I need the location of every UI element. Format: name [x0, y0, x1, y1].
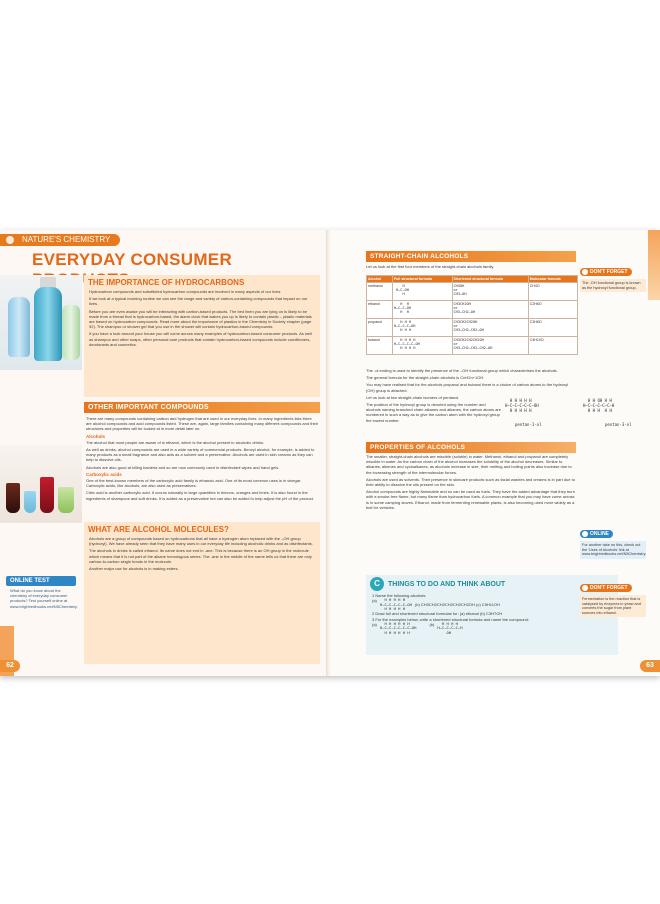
online-icon: [582, 531, 588, 537]
online-text[interactable]: For another take on this, check out the 'Uses of Alcohols' link at www.brightredbooks.net/N5Chemistry.: [580, 541, 646, 559]
paragraph: Before you are even awake you will be interacting with carbon-based products. The bed linen you are lying on is likely to be made from a thread that is hydrocarbon-based, the alarm clock that wakes you up is likely to contain plastic – plastic materials are based on hydrocarbon compounds. Read more about the importance of plastics in the Chemistry in Society chapter (page 92). The shampoo or shower gel that you use in the shower will contain hydrocarbon-based compounds.: [89, 308, 312, 330]
dont-forget-text: The -OH functional group is known as the hydroxyl functional group.: [580, 279, 646, 292]
paragraph: You may have realised that for the alcohols propanol and butanol there is a choice of carbon atoms to the hydroxyl (OH) group is attached.: [366, 382, 569, 393]
other-compounds-heading: OTHER IMPORTANT COMPOUNDS: [84, 402, 320, 413]
alcohol-molecules-box: [84, 522, 320, 664]
paragraph: The alcohols in drinks is called ethanol. Its name does not end in -ane. This is because there is an OH group in the molecule which means that it is not part of the alkane homologous series. The -ane in the middle of the name tells us that there are only carbon-to-carbon single bonds in the molecule.: [89, 548, 312, 564]
pentanol-diagrams: [505, 398, 655, 436]
table-header-row: [367, 276, 578, 283]
question-1bc: (b) CH3CH2CH2CH2CH2CH2OH (c) C5H11OH: [414, 602, 500, 608]
importance-heading: THE IMPORTANCE OF HYDROCARBONS: [88, 278, 245, 287]
table-header: Alcohol: [367, 276, 393, 283]
online-test-label: ONLINE TEST: [6, 576, 76, 586]
alcohol-molecules-heading: WHAT ARE ALCOHOL MOLECULES?: [88, 525, 229, 534]
table-row: [367, 283, 578, 301]
paragraph: The position of the hydroxyl group is denoted using the number and alcohols naming branched chain alkanes and alkanes, the carbon atoms are numbered in such a way as to give the carbon atom with the hydroxyl group the lowest number.: [366, 402, 501, 423]
pentan-1-ol-diagram: H H H H H H–C–C–C–C–C–OH H H H H H: [505, 398, 539, 413]
alcohol-name: butanol: [367, 337, 393, 355]
activity-icon: C: [370, 577, 384, 591]
paragraph: Alcohols are used as solvents. Their presence in skincare products such as facial washes and creams is in part due to their ability to dissolve the oils present on the skin.: [366, 476, 575, 488]
molecular-formula: C3H8O: [528, 319, 577, 337]
question-1: 1 Name the following alcohols:: [372, 593, 427, 598]
alcohols-table: [366, 275, 578, 355]
chapter-dot-icon: [6, 236, 14, 244]
table-row: [367, 301, 578, 319]
chapter-tab: [0, 234, 120, 246]
dont-forget-label: DON'T FORGET: [580, 268, 632, 276]
short-formula: CH3CH2CH2CH2OH or CH3–CH2–CH2–CH2–OH: [452, 337, 528, 355]
dont-forget-text: Fermentation is the reaction that is catalysed by enzymes in yeast and converts the sugar from plant sources into ethanol.: [580, 595, 646, 617]
pentan-1-ol-label: pentan-1-ol: [515, 422, 542, 427]
question-3b-label: (b): [429, 621, 435, 627]
question-1a-label: (a): [372, 598, 377, 604]
molecular-formula: C4H10O: [528, 337, 577, 355]
bottle-shape: [62, 305, 80, 360]
properties-header: [366, 442, 576, 453]
importance-box: [84, 275, 320, 397]
page-corner-decor: [648, 230, 660, 300]
dont-forget-label: DON'T FORGET: [580, 584, 632, 592]
paragraph: As well as drinks, alcohol compounds are used in a wide variety of commercial products. Benzyl alcohol, for example, is added to many products as a small fragrance and also acts as a solvent and a preservative. Alcohols are used in skin creams as they can help to dissolve oils.: [86, 447, 315, 463]
paragraph: Alcohol compounds are highly flammable and so can be used as fuels. They have the added advantage that they burn with a smoke-free flame, but many flame than hydrocarbon fuels. A common example that you may have come across is in some camping stoves. Ethanol, made from fermenting renewable plants, is also becoming used more widely as a fuel for vehicles.: [366, 489, 575, 510]
importance-text: [84, 289, 320, 347]
online-test-card: [6, 576, 76, 638]
question-3: 3 For the examples below, write a shortened structural formula and name the compound:: [372, 616, 529, 622]
paragraph: Let us look at two straight-chain isomers of pentanol.: [366, 394, 460, 400]
alcohols-subheading: Alcohols: [86, 433, 106, 439]
right-page: [330, 230, 660, 676]
left-page: [0, 230, 328, 676]
table-header: Shortened structural formula: [452, 276, 528, 283]
other-compounds-text: [86, 416, 318, 503]
short-formula: CH3CH2OH or CH3–CH2–OH: [452, 301, 528, 319]
table-header: Molecular formula: [528, 276, 577, 283]
glass-shape: [58, 487, 74, 513]
question-3b-formula: H H H H H–C–C–C–C–H OH: [437, 620, 463, 635]
table-row: [367, 319, 578, 337]
online-test-text[interactable]: What do you know about the chemistry of everyday consumer products? Test yourself online at www.brightredbooks.net/N5Chemistry.: [10, 588, 78, 609]
paragraph: The alcohol that most people are aware of is ethanol, which is the alcohol present in alcoholic drinks.: [86, 439, 265, 445]
paragraph: The general formula for the straight-chain alcohols is CnH2n+1OH.: [366, 375, 485, 381]
question-1a-formula: H H H H H H–C–C–C–C–C–OH H H H H H: [379, 597, 412, 612]
online-label: ONLINE: [580, 530, 613, 538]
molecular-formula: C2H6O: [528, 301, 577, 319]
short-formula: CH3OH or CH3–OH: [452, 283, 528, 301]
full-formula: H H H–C–C–OH H H: [392, 301, 452, 319]
full-formula: H H H H H–C–C–C–C–OH H H H H: [392, 337, 452, 355]
paragraph: Alcohols are also good at killing bacteria and so are now commonly used in disinfectant wipes and hand gels.: [86, 464, 280, 470]
dont-forget-icon: [582, 585, 588, 591]
paragraph: The smaller, straight-chain alcohols are miscible (soluble) in water. Methanol, ethanol and propanol are completely miscible in water. As the carbon chain of the alcohol increases the solubility of the alcohol decreases. Similar to alkanes, alkenes and cycloalkanes, as alcohols increase in size, their melting and boiling points also increase due to the increasing strength of the intermolecular forces.: [366, 454, 572, 475]
glass-shape: [24, 491, 36, 513]
straight-chain-intro: Let us look at the first four members of the straight-chain alcohols family.: [366, 264, 495, 269]
question-2: 2 Draw full and shortened structural formulae for: (a) ethanol (b) C3H7OH: [372, 611, 503, 617]
paragraph: If you have a look around your house you will come across many examples of hydrocarbon-based consumer products. As well as shampoo and other soaps, other personal care products that contain hydrocarbon-based compounds include conditioners, deodorants and cosmetics.: [89, 331, 312, 347]
short-formula: CH3CH2CH2OH or CH3–CH2–CH2–OH: [452, 319, 528, 337]
paragraph: There are many compounds containing carbon and hydrogen that are used in our everyday lives. In many ingredients lists there are alcohol compounds and acid compounds listed. These are, again, large families containing many different compounds and their structures and properties will be looked at in more detail later on.: [86, 416, 318, 432]
alcohol-molecules-text: [84, 536, 320, 571]
alcohol-name: methanol: [367, 283, 393, 301]
book-spread: [0, 230, 660, 676]
straight-chain-header: [366, 251, 576, 262]
page-title: EVERYDAY CONSUMER: [32, 250, 233, 269]
table-header: Full structural formula: [392, 276, 452, 283]
dont-forget-card: [580, 260, 646, 292]
page-number-right: 63: [640, 660, 660, 672]
straight-chain-heading: STRAIGHT-CHAIN ALCOHOLS: [366, 251, 576, 262]
molecular-formula: CH4O: [528, 283, 577, 301]
paragraph: Alcohols are a group of compounds based on hydrocarbons that all have a hydrogen atom replaced with the –OH group (hydroxyl). We have already seen that they have many uses in our everyday life including alcoholic drinks and as disinfectants.: [89, 536, 313, 547]
alcohol-name: ethanol: [367, 301, 393, 319]
paragraph: Hydrocarbon compounds and substituted hydrocarbon compounds are involved in many aspects of our lives.: [89, 289, 282, 294]
full-formula: H H H H–C–C–C–OH H H H: [392, 319, 452, 337]
pentan-3-ol-diagram: H H OH H H H–C–C–C–C–C–H H H H H H: [583, 398, 615, 413]
chapter-label: NATURE'S CHEMISTRY: [22, 235, 111, 244]
page-number-left: 62: [0, 660, 20, 672]
dont-forget-card: [580, 576, 646, 617]
paragraph: One of the best-known members of the carboxylic acid family is ethanoic acid. One of its most common uses is in vinegar. Carboxylic acids, like alcohols, are also used as preservatives.: [86, 478, 302, 489]
properties-heading: PROPERTIES OF ALCOHOLS: [366, 442, 576, 453]
alcohol-name: propanol: [367, 319, 393, 337]
table-row: [367, 337, 578, 355]
glass-shape: [40, 477, 54, 513]
glass-shape: [6, 483, 20, 513]
question-3a-formula: H H H H H H H–C–C–C–C–C–C–OH H H H H H H: [379, 620, 417, 635]
paragraph: The -ol ending is used to identify the presence of the –OH functional group which characterises the alcohols.: [366, 368, 558, 373]
other-compounds-header: [84, 402, 320, 413]
pentan-3-ol-label: pentan-3-ol: [605, 422, 632, 427]
bottle-shape: [34, 287, 62, 361]
bottle-shape: [8, 297, 30, 357]
online-card: [580, 522, 646, 559]
properties-text: [366, 454, 576, 512]
question-3a-label: (a): [372, 621, 377, 627]
paragraph: Another major use for alcohols is in making esters.: [89, 566, 179, 572]
full-formula: H H–C–OH H: [392, 283, 452, 301]
things-to-do-heading: THINGS TO DO AND THINK ABOUT: [388, 580, 506, 588]
bottles-photo: [0, 275, 82, 370]
acids-subheading: Carboxylic acids: [86, 471, 122, 477]
drinks-photo: [0, 445, 82, 523]
paragraph: If we look at a typical morning routine we can see the range and variety of carbon-containing compounds that impact on our lives.: [89, 296, 308, 307]
dont-forget-icon: [582, 269, 588, 275]
paragraph: Citric acid is another carboxylic acid. It occurs naturally in large quantities in lemons, oranges and limes. It is also found in the ingredients of shampoos and soft drinks. It is added as a preservative but can also be added to help adjust the pH of the product.: [86, 490, 314, 501]
